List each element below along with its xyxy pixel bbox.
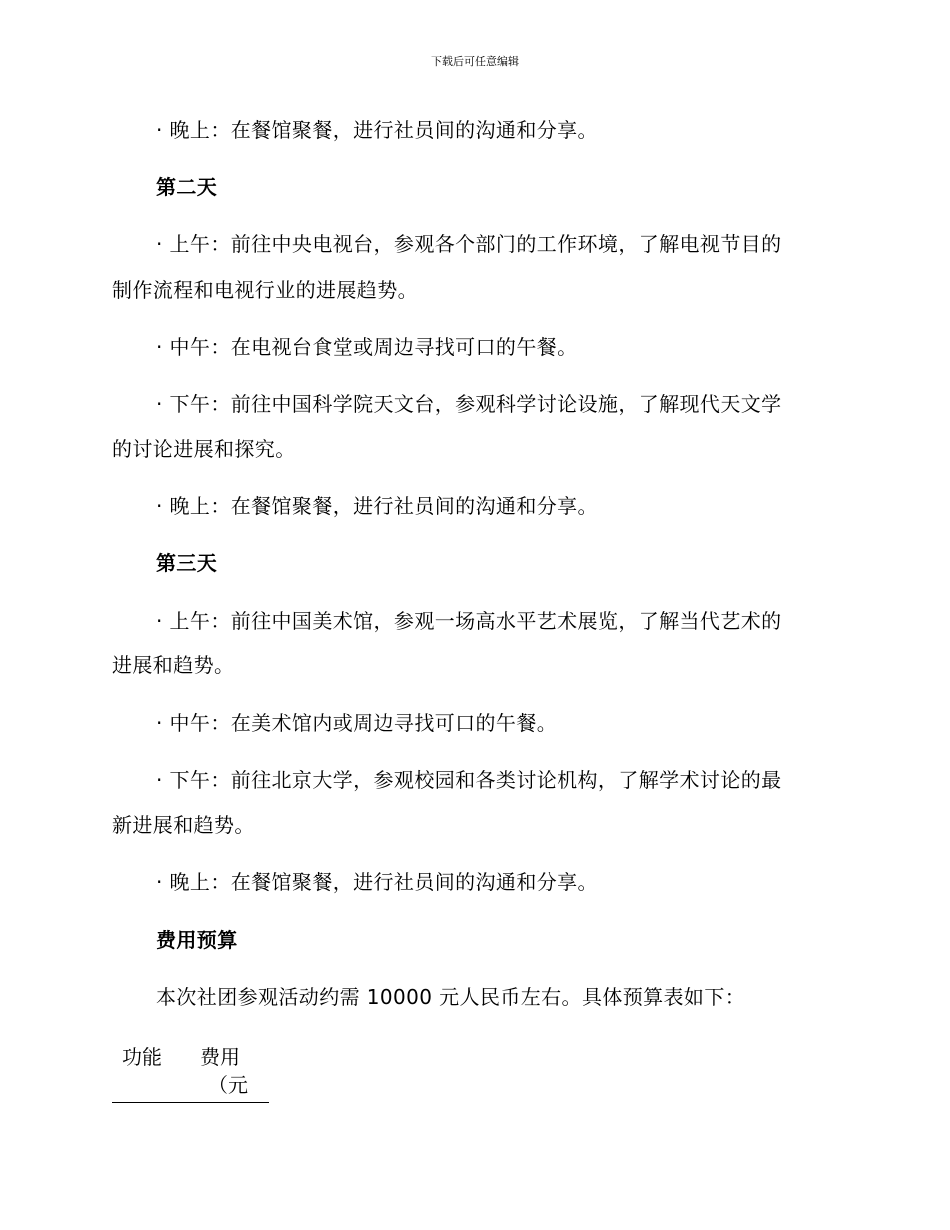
- day2-afternoon-line1: · 下午：前往中国科学院天文台，参观科学讨论设施，了解现代天文学: [156, 392, 782, 416]
- day3-evening: · 晚上：在餐馆聚餐，进行社员间的沟通和分享。: [156, 870, 598, 894]
- table-header-cost-line2: （元: [208, 1073, 248, 1097]
- day3-morning-line2: 进展和趋势。: [112, 653, 235, 677]
- budget-table-header: [112, 1040, 269, 1103]
- page-header-note: 下载后可任意编辑: [431, 55, 519, 68]
- day3-morning-line1: · 上午：前往中国美术馆，参观一场高水平艺术展览，了解当代艺术的: [156, 609, 782, 633]
- day2-morning-line1: · 上午：前往中央电视台，参观各个部门的工作环境，了解电视节目的: [156, 232, 782, 256]
- day3-title: 第三天: [156, 551, 218, 575]
- budget-title: 费用预算: [156, 928, 238, 952]
- day2-evening: · 晚上：在餐馆聚餐，进行社员间的沟通和分享。: [156, 494, 598, 518]
- day2-noon: · 中午：在电视台食堂或周边寻找可口的午餐。: [156, 335, 578, 359]
- table-header-cost-line1: 费用: [200, 1045, 240, 1069]
- day2-title: 第二天: [156, 175, 218, 199]
- day2-afternoon-line2: 的讨论进展和探究。: [112, 437, 296, 461]
- budget-intro: 本次社团参观活动约需 10000 元人民币左右。具体预算表如下：: [156, 985, 746, 1009]
- table-header-function: 功能: [122, 1045, 162, 1069]
- day3-afternoon-line1: · 下午：前往北京大学，参观校园和各类讨论机构，了解学术讨论的最: [156, 768, 782, 792]
- day2-morning-line2: 制作流程和电视行业的进展趋势。: [112, 278, 418, 302]
- table-header-cost: [200, 1043, 248, 1099]
- day3-noon: · 中午：在美术馆内或周边寻找可口的午餐。: [156, 711, 558, 735]
- day3-afternoon-line2: 新进展和趋势。: [112, 813, 255, 837]
- day1-evening: · 晚上：在餐馆聚餐，进行社员间的沟通和分享。: [156, 118, 598, 142]
